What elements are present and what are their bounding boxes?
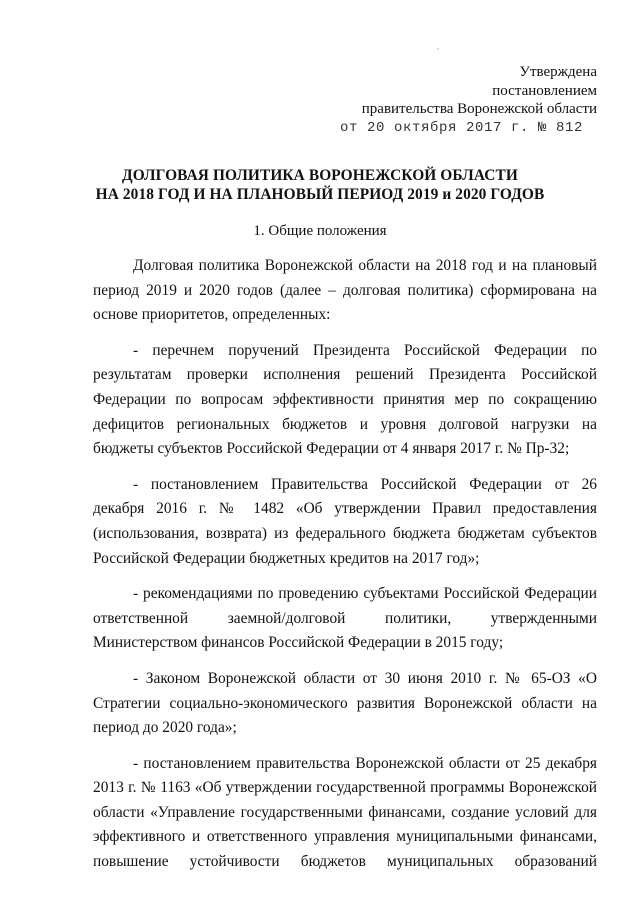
list-item-regional-government-resolution: - постановлением правительства Воронежской области от 25 декабря 2013 г. № 1163 «Об утверждении государственной программы Воронежской области «Управление государственными финансами, создание условий для эффективного и ответственного управления муниципальными финансами, повышение устойчивости бюджетов муниципальных образований bbox=[93, 754, 597, 871]
document-body bbox=[93, 254, 597, 886]
title-line-2: НА 2018 ГОД И НА ПЛАНОВЫЙ ПЕРИОД 2019 и 2020 ГОДОВ bbox=[95, 186, 545, 203]
scan-dot bbox=[437, 48, 439, 50]
list-item-regional-law: - Законом Воронежской области от 30 июня 2010 г. № 65-ОЗ «О Стратегии социально-экономического развития Воронежской области на период до 2020 года»; bbox=[93, 669, 597, 737]
approval-line-by-resolution: постановлением bbox=[492, 82, 597, 99]
section-heading: 1. Общие положения bbox=[253, 223, 387, 239]
document-title bbox=[0, 166, 640, 204]
list-item-president-instructions: - перечнем поручений Президента Российской Федерации по результатам проверки исполнения решений Президента Российской Федерации по вопросам эффективности принятия мер по сокращению дефицитов региональных бюджетов и уровня долговой нагрузки на бюджеты субъектов Российской Федерации от 4 января 2017 г. № Пр-32; bbox=[93, 341, 597, 458]
list-item-minfin-recommendations: - рекомендациями по проведению субъектами Российской Федерации ответственной заемной/долговой политики, утвержденными Министерством финансов Российской Федерации в 2015 году; bbox=[93, 585, 597, 652]
list-item-government-resolution: - постановлением Правительства Российской Федерации от 26 декабря 2016 г. № 1482 «Об утверждении Правил предоставления (использования, возврата) из федерального бюджета бюджетам субъектов Российской Федерации бюджетных кредитов на 2017 год»; bbox=[93, 475, 597, 567]
approval-line-approved: Утверждена bbox=[519, 64, 597, 80]
title-line-1: ДОЛГОВАЯ ПОЛИТИКА ВОРОНЕЖСКОЙ ОБЛАСТИ bbox=[122, 167, 518, 184]
approval-line-government: правительства Воронежской области bbox=[361, 101, 597, 117]
paragraph-intro: Долговая политика Воронежской области на 2018 год и на плановый период 2019 и 2020 годов (далее – долговая политика) сформирована на основе приоритетов, определенных: bbox=[93, 257, 597, 324]
approval-block bbox=[340, 63, 597, 137]
approval-line-date-number: от 20 октября 2017 г. № 812 bbox=[339, 119, 583, 136]
